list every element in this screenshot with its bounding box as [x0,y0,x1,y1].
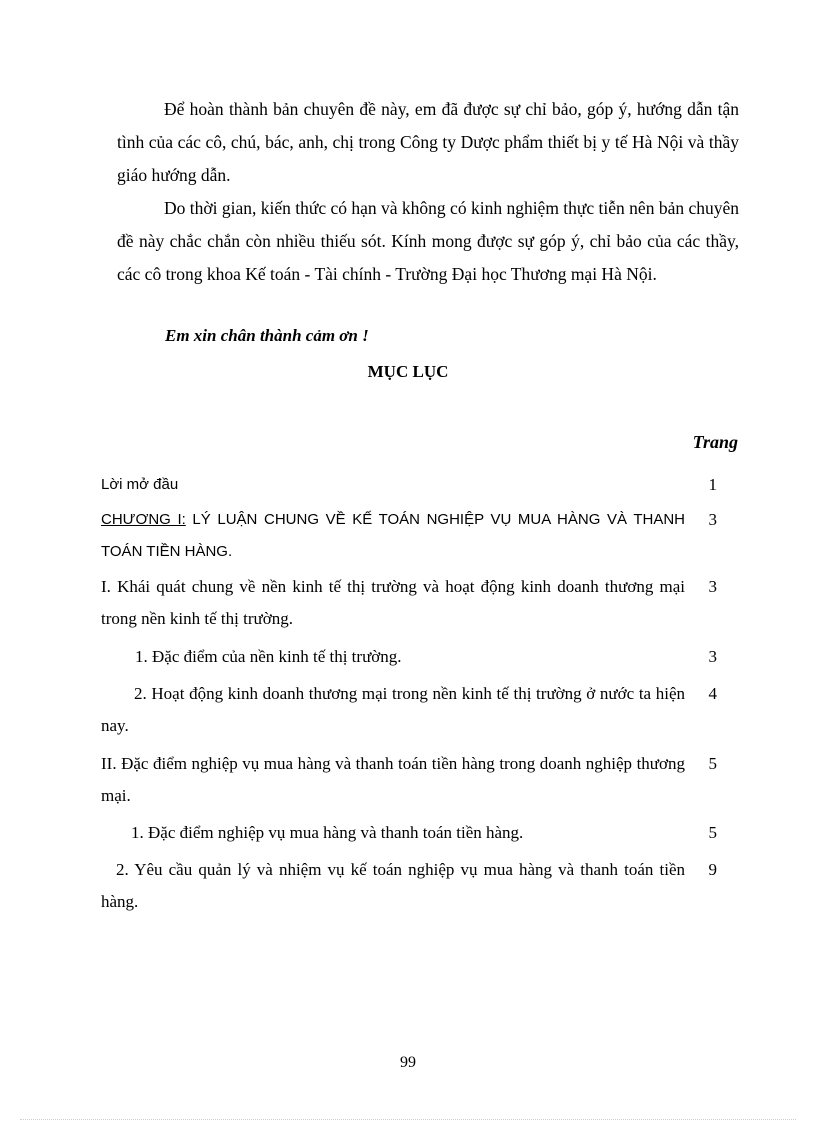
toc-entry-text: 1. Đặc điểm của nền kinh tế thị trường. [135,647,402,666]
toc-entry-text: 2. Yêu cầu quản lý và nhiệm vụ kế toán nghiệp vụ mua hàng và thanh toán tiền hàng. [101,860,685,911]
toc-entry-page: 3 [708,577,717,596]
toc-entry-text: II. Đặc điểm nghiệp vụ mua hàng và thanh toán tiền hàng trong doanh nghiệp thương mại. [101,754,685,805]
toc-entry-text: 1. Đặc điểm nghiệp vụ mua hàng và thanh toán tiền hàng. [131,823,524,842]
toc-page-column-header: Trang [692,432,738,452]
toc-title: MỤC LỤC [367,362,449,381]
toc-entry-text: I. Khái quát chung về nền kinh tế thị trường và hoạt động kinh doanh thương mại trong nền kinh tế thị trường. [101,577,685,628]
toc-entry-page: 5 [708,754,717,773]
toc-entry-text: Lời mở đầu [101,476,179,493]
toc-entry-page: 4 [708,684,717,703]
intro-paragraph-1: Để hoàn thành bản chuyên đề này, em đã được sự chỉ bảo, góp ý, hướng dẫn tận tình của các cô, chú, bác, anh, chị trong Công ty Dược phẩm thiết bị y tế Hà Nội và thầy giáo hướng dẫn. [117,99,739,185]
toc-entry-page: 5 [708,823,717,842]
toc-entry-page: 9 [708,860,717,879]
thanks-line: Em xin chân thành cảm ơn ! [165,326,369,345]
intro-paragraph-2: Do thời gian, kiến thức có hạn và không có kinh nghiệm thực tiễn nên bản chuyên đề này chắc chắn còn nhiều thiếu sót. Kính mong được sự góp ý, chỉ bảo của các thầy, các cô trong khoa Kế toán - Tài chính - Trường Đại học Thương mại Hà Nội. [117,198,739,284]
toc-entry-text: 2. Hoạt động kinh doanh thương mại trong nền kinh tế thị trường ở nước ta hiện nay. [101,684,685,735]
toc-entry-page: 1 [708,475,717,494]
toc-entry-text: CHƯƠNG I: LÝ LUẬN CHUNG VỀ KẾ TOÁN NGHIỆP VỤ MUA HÀNG VÀ THANH TOÁN TIỀN HÀNG. [101,511,685,560]
page-bottom-divider [20,1119,796,1120]
chapter-label: CHƯƠNG I: [101,511,186,528]
toc-entry-page: 3 [708,510,717,529]
page-number: 99 [400,1054,416,1071]
toc-entry-page: 3 [708,647,717,666]
